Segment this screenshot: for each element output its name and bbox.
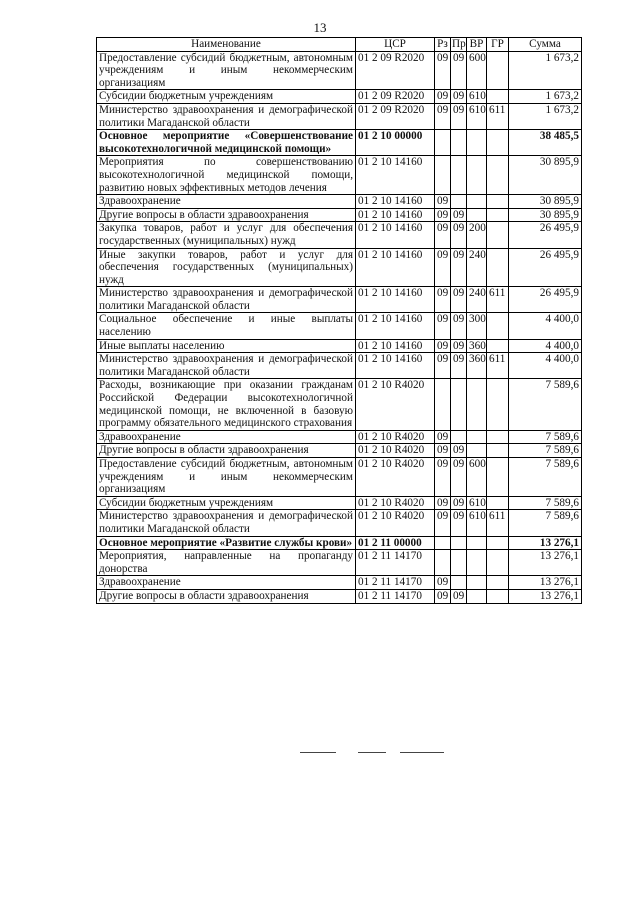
table-row [97,208,582,222]
cell-sum: 4 400,0 [509,313,582,339]
cell-name: Другие вопросы в области здравоохранения [97,444,356,458]
cell-sum: 4 400,0 [509,353,582,379]
cell-vr [467,130,487,156]
cell-vr [467,576,487,590]
cell-rz: 09 [435,444,451,458]
cell-vr: 610 [467,496,487,510]
table-row [97,353,582,379]
table-row [97,51,582,90]
cell-vr: 360 [467,353,487,379]
cell-gr [487,208,509,222]
cell-sum: 13 276,1 [509,550,582,576]
cell-csr: 01 2 10 14160 [356,248,435,287]
cell-gr [487,496,509,510]
table-row [97,339,582,353]
cell-vr [467,156,487,195]
cell-name: Министерство здравоохранения и демографической политики Магаданской области [97,353,356,379]
cell-name: Предоставление субсидий бюджетным, автономным учреждениям и иным некоммерческим организациям [97,51,356,90]
cell-csr: 01 2 10 R4020 [356,510,435,536]
column-header-csr: ЦСР [356,38,435,52]
cell-sum: 38 485,5 [509,130,582,156]
cell-rz [435,130,451,156]
cell-rz: 09 [435,195,451,209]
footer-dash [400,752,444,753]
cell-sum: 1 673,2 [509,103,582,129]
footer-dash [358,752,386,753]
cell-pr [451,576,467,590]
table-row [97,430,582,444]
cell-gr [487,589,509,603]
cell-sum: 13 276,1 [509,536,582,550]
table-header [97,38,582,52]
cell-vr: 610 [467,510,487,536]
table-row [97,103,582,129]
cell-rz [435,379,451,430]
column-header-gr: ГР [487,38,509,52]
cell-pr: 09 [451,458,467,497]
cell-sum: 30 895,9 [509,156,582,195]
cell-gr [487,90,509,104]
cell-sum: 7 589,6 [509,458,582,497]
cell-name: Здравоохранение [97,430,356,444]
table-row [97,510,582,536]
cell-vr: 600 [467,458,487,497]
cell-name: Министерство здравоохранения и демографической политики Магаданской области [97,510,356,536]
table-row [97,536,582,550]
cell-csr: 01 2 10 14160 [356,353,435,379]
cell-name: Другие вопросы в области здравоохранения [97,208,356,222]
cell-sum: 13 276,1 [509,589,582,603]
footer-marks [300,752,480,754]
column-header-pr: Пр [452,38,466,50]
cell-csr: 01 2 10 R4020 [356,444,435,458]
cell-name: Мероприятия по совершенствованию высокотехнологичной медицинской помощи, развитию новых эффективных методов лечения [97,156,356,195]
footer-dash [300,752,336,753]
cell-csr: 01 2 11 14170 [356,550,435,576]
cell-vr: 610 [467,90,487,104]
cell-sum: 26 495,9 [509,248,582,287]
cell-rz: 09 [435,103,451,129]
cell-csr: 01 2 10 14160 [356,313,435,339]
cell-sum: 1 673,2 [509,51,582,90]
cell-vr [467,430,487,444]
table-row [97,589,582,603]
cell-rz: 09 [435,430,451,444]
cell-gr: 611 [487,287,509,313]
cell-rz: 09 [435,313,451,339]
cell-pr: 09 [451,208,467,222]
cell-gr [487,444,509,458]
cell-csr: 01 2 10 14160 [356,287,435,313]
cell-rz [435,536,451,550]
cell-sum: 7 589,6 [509,379,582,430]
table-row [97,248,582,287]
cell-name: Субсидии бюджетным учреждениям [97,496,356,510]
cell-csr: 01 2 10 14160 [356,339,435,353]
page-number: 13 [313,20,327,35]
cell-vr: 360 [467,339,487,353]
budget-table [96,37,582,604]
cell-vr [467,550,487,576]
cell-rz: 09 [435,208,451,222]
cell-sum: 4 400,0 [509,339,582,353]
cell-rz: 09 [435,510,451,536]
cell-csr: 01 2 11 14170 [356,589,435,603]
cell-vr [467,379,487,430]
cell-name: Другие вопросы в области здравоохранения [97,589,356,603]
table-row [97,287,582,313]
cell-pr: 09 [451,287,467,313]
cell-name: Мероприятия, направленные на пропаганду донорства [97,550,356,576]
cell-name: Основное мероприятие «Развитие службы крови» [97,536,356,550]
table-row [97,222,582,248]
cell-rz [435,156,451,195]
cell-pr [451,379,467,430]
table-body [97,51,582,603]
table-row [97,195,582,209]
column-header-name: Наименование [97,38,356,52]
cell-csr: 01 2 10 14160 [356,156,435,195]
cell-csr: 01 2 11 14170 [356,576,435,590]
cell-csr: 01 2 10 R4020 [356,379,435,430]
cell-gr [487,536,509,550]
cell-name: Иные закупки товаров, работ и услуг для обеспечения государственных (муниципальных) нужд [97,248,356,287]
cell-pr: 09 [451,90,467,104]
cell-sum: 7 589,6 [509,430,582,444]
cell-sum: 30 895,9 [509,195,582,209]
table-row [97,156,582,195]
cell-name: Здравоохранение [97,576,356,590]
cell-sum: 26 495,9 [509,287,582,313]
cell-vr: 600 [467,51,487,90]
table-row [97,444,582,458]
cell-pr [451,156,467,195]
cell-gr [487,222,509,248]
cell-rz: 09 [435,339,451,353]
cell-sum: 30 895,9 [509,208,582,222]
cell-csr: 01 2 10 00000 [356,130,435,156]
cell-gr: 611 [487,510,509,536]
cell-name: Предоставление субсидий бюджетным, автономным учреждениям и иным некоммерческим организациям [97,458,356,497]
cell-csr: 01 2 10 R4020 [356,430,435,444]
table-row [97,458,582,497]
cell-csr: 01 2 10 R4020 [356,496,435,510]
cell-gr [487,248,509,287]
cell-vr [467,195,487,209]
cell-vr: 200 [467,222,487,248]
cell-pr: 09 [451,496,467,510]
cell-vr: 300 [467,313,487,339]
cell-csr: 01 2 10 14160 [356,208,435,222]
cell-gr: 611 [487,103,509,129]
cell-pr: 09 [451,313,467,339]
cell-rz: 09 [435,458,451,497]
cell-vr [467,444,487,458]
cell-gr [487,51,509,90]
cell-rz: 09 [435,222,451,248]
cell-rz: 09 [435,589,451,603]
cell-gr [487,458,509,497]
cell-pr: 09 [451,510,467,536]
cell-name: Министерство здравоохранения и демографической политики Магаданской области [97,287,356,313]
cell-pr [451,550,467,576]
cell-pr [451,195,467,209]
cell-pr: 09 [451,589,467,603]
column-header-sum: Сумма [509,38,582,52]
column-header-rz: Рз [435,38,451,52]
cell-pr: 09 [451,353,467,379]
cell-vr [467,589,487,603]
cell-vr: 610 [467,103,487,129]
cell-sum: 13 276,1 [509,576,582,590]
table-row [97,313,582,339]
cell-pr: 09 [451,339,467,353]
cell-csr: 01 2 09 R2020 [356,103,435,129]
cell-sum: 7 589,6 [509,444,582,458]
cell-csr: 01 2 10 14160 [356,222,435,248]
cell-gr [487,130,509,156]
cell-name: Субсидии бюджетным учреждениям [97,90,356,104]
cell-gr [487,313,509,339]
cell-name: Иные выплаты населению [97,339,356,353]
cell-vr: 240 [467,287,487,313]
cell-name: Расходы, возникающие при оказании гражданам Российской Федерации высокотехнологичной медицинской помощи, не включенной в базовую программу обязательного медицинского страхования [97,379,356,430]
cell-pr: 09 [451,51,467,90]
cell-gr [487,339,509,353]
cell-rz: 09 [435,353,451,379]
table-row [97,379,582,430]
cell-rz: 09 [435,496,451,510]
cell-name: Министерство здравоохранения и демографической политики Магаданской области [97,103,356,129]
table-row [97,550,582,576]
cell-sum: 26 495,9 [509,222,582,248]
cell-gr [487,550,509,576]
table-row [97,496,582,510]
cell-name: Основное мероприятие «Совершенствование высокотехнологичной медицинской помощи» [97,130,356,156]
cell-csr: 01 2 11 00000 [356,536,435,550]
cell-rz [435,550,451,576]
cell-name: Здравоохранение [97,195,356,209]
cell-csr: 01 2 09 R2020 [356,51,435,90]
cell-name: Социальное обеспечение и иные выплаты населению [97,313,356,339]
cell-sum: 7 589,6 [509,496,582,510]
cell-pr: 09 [451,248,467,287]
cell-csr: 01 2 09 R2020 [356,90,435,104]
cell-pr: 09 [451,444,467,458]
cell-gr [487,156,509,195]
cell-rz: 09 [435,51,451,90]
table-row [97,130,582,156]
cell-pr: 09 [451,222,467,248]
cell-rz: 09 [435,248,451,287]
cell-pr [451,130,467,156]
cell-pr: 09 [451,103,467,129]
cell-csr: 01 2 10 R4020 [356,458,435,497]
cell-gr [487,195,509,209]
cell-rz: 09 [435,90,451,104]
cell-vr [467,536,487,550]
table-row [97,90,582,104]
cell-sum: 7 589,6 [509,510,582,536]
cell-csr: 01 2 10 14160 [356,195,435,209]
cell-sum: 1 673,2 [509,90,582,104]
cell-gr [487,379,509,430]
cell-name: Закупка товаров, работ и услуг для обеспечения государственных (муниципальных) нужд [97,222,356,248]
cell-vr [467,208,487,222]
cell-gr: 611 [487,353,509,379]
cell-rz: 09 [435,576,451,590]
cell-rz: 09 [435,287,451,313]
cell-gr [487,430,509,444]
cell-pr [451,430,467,444]
cell-vr: 240 [467,248,487,287]
cell-gr [487,576,509,590]
column-header-vr: ВР [467,38,487,52]
table-row [97,576,582,590]
cell-pr [451,536,467,550]
